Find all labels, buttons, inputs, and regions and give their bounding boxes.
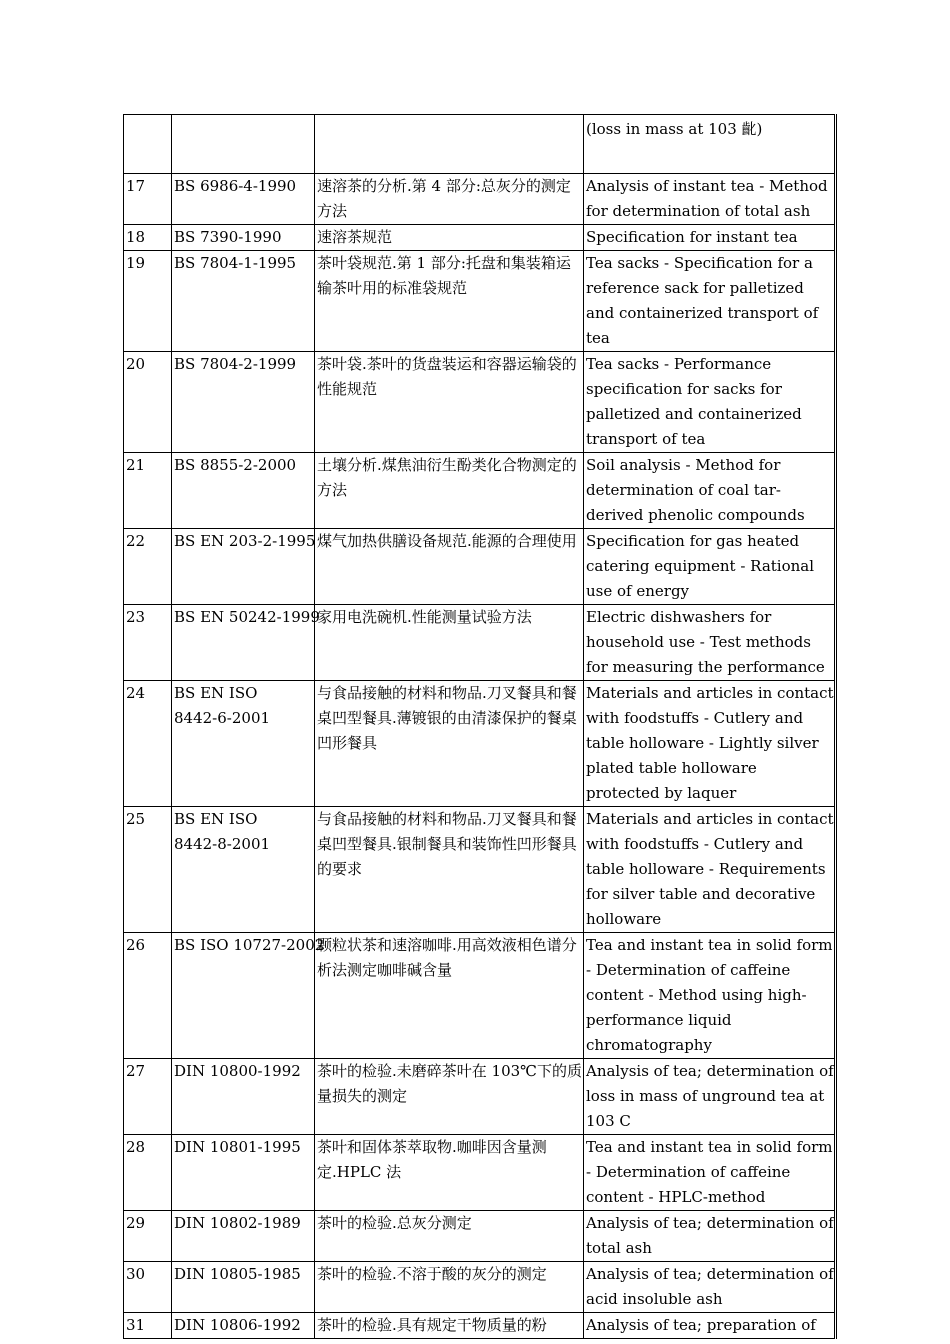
table-row xyxy=(124,453,836,529)
row-number-cell: 21 xyxy=(124,453,172,529)
english-title-cell: Tea sacks - Performance specification for sacks for palletized and containerized transport of tea xyxy=(584,352,836,453)
english-title-cell: Tea and instant tea in solid form - Determination of caffeine content - HPLC-method xyxy=(584,1135,836,1211)
table-row xyxy=(124,1262,836,1313)
standard-code-cell: BS EN 203-2-1995 xyxy=(172,529,315,605)
chinese-title-cell: 土壤分析.煤焦油衍生酚类化合物测定的方法 xyxy=(315,453,584,529)
table-row xyxy=(124,352,836,453)
chinese-title-cell: 茶叶的检验.未磨碎茶叶在 103℃下的质量损失的测定 xyxy=(315,1059,584,1135)
table-row xyxy=(124,1059,836,1135)
row-number-cell: 20 xyxy=(124,352,172,453)
row-number-cell xyxy=(124,115,172,174)
english-title-cell: Soil analysis - Method for determination of coal tar-derived phenolic compounds xyxy=(584,453,836,529)
row-number-cell: 23 xyxy=(124,605,172,681)
chinese-title-cell: 茶叶的检验.具有规定干物质量的粉 xyxy=(315,1313,584,1339)
standard-code-line: 8442-8-2001 xyxy=(174,835,271,853)
chinese-title-cell: 茶叶和固体茶萃取物.咖啡因含量测定.HPLC 法 xyxy=(315,1135,584,1211)
standard-code-cell: DIN 10800-1992 xyxy=(172,1059,315,1135)
english-title-cell: Electric dishwashers for household use - Test methods for measuring the performance xyxy=(584,605,836,681)
row-number-cell: 25 xyxy=(124,807,172,933)
table-row xyxy=(124,605,836,681)
chinese-title-cell: 与食品接触的材料和物品.刀叉餐具和餐桌凹型餐具.银制餐具和装饰性凹形餐具的要求 xyxy=(315,807,584,933)
chinese-title-cell: 茶叶袋规范.第 1 部分:托盘和集装箱运输茶叶用的标准袋规范 xyxy=(315,251,584,352)
standard-code-cell xyxy=(172,807,315,933)
row-number-cell: 24 xyxy=(124,681,172,807)
standard-code-line: BS EN ISO xyxy=(174,810,258,828)
standard-code-line: BS EN ISO xyxy=(174,684,258,702)
english-title-cell: Materials and articles in contact with foodstuffs - Cutlery and table holloware - Lightly silver plated table holloware protected by laquer xyxy=(584,681,836,807)
english-title-cell: Specification for instant tea xyxy=(584,225,836,251)
row-number-cell: 26 xyxy=(124,933,172,1059)
chinese-title-cell: 煤气加热供膳设备规范.能源的合理使用 xyxy=(315,529,584,605)
standard-code-cell: DIN 10801-1995 xyxy=(172,1135,315,1211)
table-row xyxy=(124,529,836,605)
standard-code-cell: BS 7804-1-1995 xyxy=(172,251,315,352)
standard-code-cell: DIN 10805-1985 xyxy=(172,1262,315,1313)
table-row xyxy=(124,1211,836,1262)
chinese-title-cell: 速溶茶的分析.第 4 部分:总灰分的测定方法 xyxy=(315,174,584,225)
chinese-title-cell: 茶叶的检验.总灰分测定 xyxy=(315,1211,584,1262)
standard-code-cell: BS 7390-1990 xyxy=(172,225,315,251)
standard-code-cell xyxy=(172,115,315,174)
table-row xyxy=(124,251,836,352)
row-number-cell: 29 xyxy=(124,1211,172,1262)
standard-code-cell: BS 6986-4-1990 xyxy=(172,174,315,225)
table-row xyxy=(124,681,836,807)
chinese-title-cell: 颗粒状茶和速溶咖啡.用高效液相色谱分析法测定咖啡碱含量 xyxy=(315,933,584,1059)
standard-code-cell: BS 7804-2-1999 xyxy=(172,352,315,453)
row-number-cell: 27 xyxy=(124,1059,172,1135)
chinese-title-cell: 与食品接触的材料和物品.刀叉餐具和餐桌凹型餐具.薄镀银的由清漆保护的餐桌凹形餐具 xyxy=(315,681,584,807)
standard-code-cell: DIN 10806-1992 xyxy=(172,1313,315,1339)
standard-code-cell: BS 8855-2-2000 xyxy=(172,453,315,529)
row-number-cell: 19 xyxy=(124,251,172,352)
row-number-cell: 22 xyxy=(124,529,172,605)
standards-table xyxy=(123,114,837,1339)
table-row xyxy=(124,807,836,933)
standard-code-line: 8442-6-2001 xyxy=(174,709,271,727)
standard-code-cell: DIN 10802-1989 xyxy=(172,1211,315,1262)
english-title-cell: (loss in mass at 103 齔) xyxy=(584,115,836,174)
table-row xyxy=(124,933,836,1059)
table-row xyxy=(124,1135,836,1211)
chinese-title-cell: 茶叶的检验.不溶于酸的灰分的测定 xyxy=(315,1262,584,1313)
row-number-cell: 28 xyxy=(124,1135,172,1211)
chinese-title-cell: 家用电洗碗机.性能测量试验方法 xyxy=(315,605,584,681)
english-title-cell: Analysis of instant tea - Method for determination of total ash xyxy=(584,174,836,225)
table-row xyxy=(124,1313,836,1339)
chinese-title-cell: 速溶茶规范 xyxy=(315,225,584,251)
chinese-title-cell xyxy=(315,115,584,174)
english-title-cell: Analysis of tea; determination of loss in mass of unground tea at 103 C xyxy=(584,1059,836,1135)
standard-code-cell xyxy=(172,681,315,807)
english-title-cell: Tea and instant tea in solid form - Determination of caffeine content - Method using high-performance liquid chromatography xyxy=(584,933,836,1059)
table-row xyxy=(124,174,836,225)
row-number-cell: 31 xyxy=(124,1313,172,1339)
table-row-continuation xyxy=(124,115,836,174)
english-title-cell: Specification for gas heated catering equipment - Rational use of energy xyxy=(584,529,836,605)
standards-table-body xyxy=(124,115,836,1339)
english-title-cell: Analysis of tea; determination of acid insoluble ash xyxy=(584,1262,836,1313)
row-number-cell: 30 xyxy=(124,1262,172,1313)
standard-code-cell: BS EN 50242-1999 xyxy=(172,605,315,681)
row-number-cell: 17 xyxy=(124,174,172,225)
english-title-cell: Analysis of tea; preparation of xyxy=(584,1313,836,1339)
chinese-title-cell: 茶叶袋.茶叶的货盘装运和容器运输袋的性能规范 xyxy=(315,352,584,453)
english-title-cell: Analysis of tea; determination of total ash xyxy=(584,1211,836,1262)
standard-code-cell: BS ISO 10727-2002 xyxy=(172,933,315,1059)
english-title-cell: Materials and articles in contact with foodstuffs - Cutlery and table holloware - Requirements for silver table and decorative holloware xyxy=(584,807,836,933)
row-number-cell: 18 xyxy=(124,225,172,251)
english-title-cell: Tea sacks - Specification for a reference sack for palletized and containerized transport of tea xyxy=(584,251,836,352)
table-row xyxy=(124,225,836,251)
